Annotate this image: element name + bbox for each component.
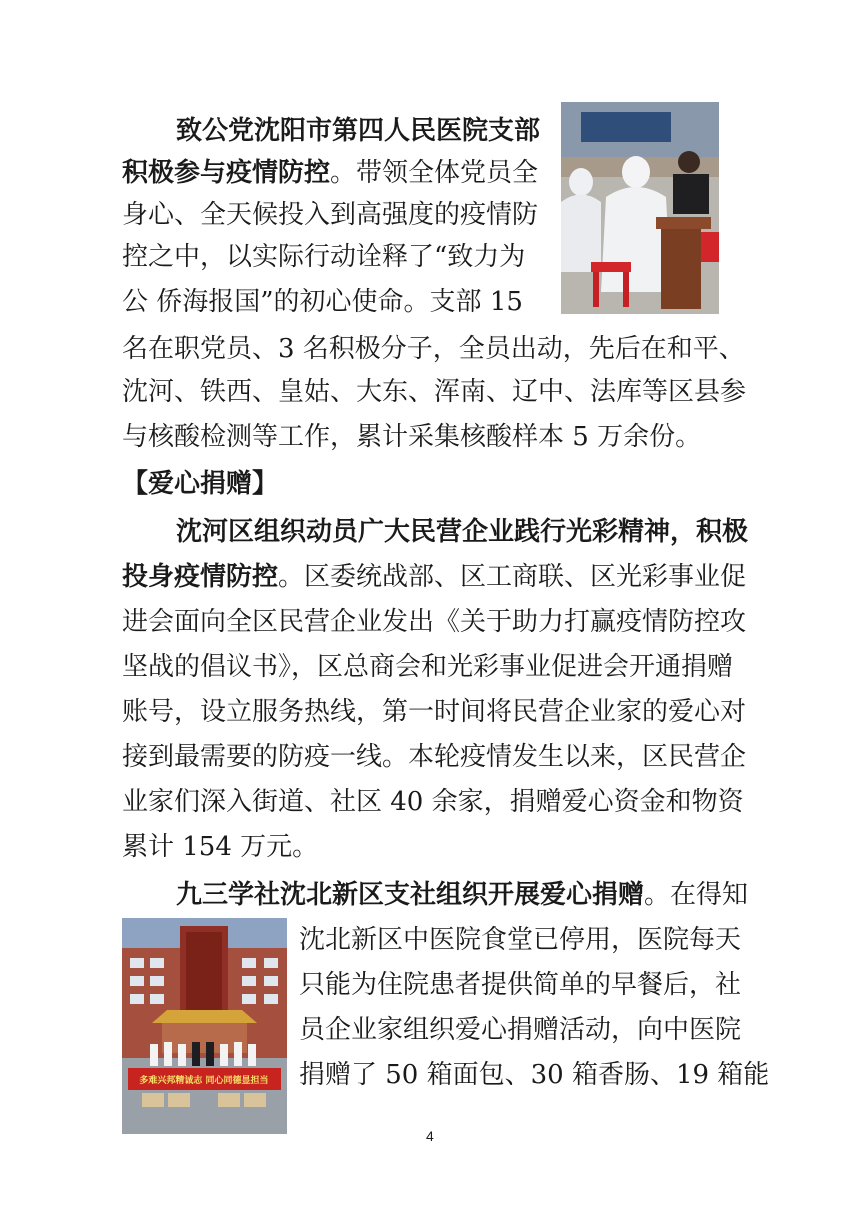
para2-heading: 沈河区组织动员广大民营企业践行光彩精神，积极 xyxy=(176,517,749,547)
para1-line-4: 控之中，以实际行动诠释了“致力为 xyxy=(122,242,526,272)
para1-line-1 xyxy=(176,112,540,150)
photo-nucleic-acid-test-image xyxy=(561,102,719,314)
para2-line-6: 接到最需要的防疫一线。本轮疫情发生以来，区民营企 xyxy=(122,742,747,772)
para2-line-1 xyxy=(176,513,748,551)
photo-banner-text: 多难兴邦精诚志 同心同德显担当 xyxy=(139,1076,269,1086)
para3-line-3: 只能为住院患者提供简单的早餐后，社 xyxy=(299,970,742,1000)
para3-line-2: 沈北新区中医院食堂已停用，医院每天 xyxy=(299,925,742,955)
photo-hospital-donation xyxy=(122,918,287,1134)
para1-line-6: 名在职党员、3 名积极分子，全员出动，先后在和平、 xyxy=(122,334,745,364)
section-heading: 【爱心捐赠】 xyxy=(122,469,279,499)
para1-line-8: 与核酸检测等工作，累计采集核酸样本 5 万余份。 xyxy=(122,422,702,452)
photo-hospital-donation-image xyxy=(122,918,287,1134)
para1-line-3: 身心、全天候投入到高强度的疫情防 xyxy=(122,200,539,230)
page-number: 4 xyxy=(426,1128,434,1144)
para2-line-2: 投身疫情防控。区委统战部、区工商联、区光彩事业促 xyxy=(122,562,747,592)
para3-line-5: 捐赠了 50 箱面包、30 箱香肠、19 箱能 xyxy=(299,1060,770,1090)
photo-nucleic-acid-test xyxy=(561,102,719,314)
para2-line-7: 业家们深入街道、社区 40 余家，捐赠爱心资金和物资 xyxy=(122,787,744,817)
para1-line-2: 积极参与疫情防控。带领全体党员全 xyxy=(122,158,539,188)
para3-heading: 九三学社沈北新区支社组织开展爱心捐赠 xyxy=(176,880,645,910)
para3-line-1: 九三学社沈北新区支社组织开展爱心捐赠。在得知 xyxy=(176,880,749,910)
para1-heading: 致公党沈阳市第四人民医院支部 xyxy=(176,116,541,146)
para1-line-7: 沈河、铁西、皇姑、大东、浑南、辽中、法库等区县参 xyxy=(122,377,747,407)
para3-line-4: 员企业家组织爱心捐赠活动，向中医院 xyxy=(299,1015,742,1045)
para2-line-8: 累计 154 万元。 xyxy=(122,832,319,862)
para2-line-4: 坚战的倡议书》，区总商会和光彩事业促进会开通捐赠 xyxy=(122,652,734,682)
para2-line-3: 进会面向全区民营企业发出《关于助力打赢疫情防控攻 xyxy=(122,607,747,637)
para2-line-5: 账号，设立服务热线，第一时间将民营企业家的爱心对 xyxy=(122,697,747,727)
para1-line-5: 公 侨海报国”的初心使命。支部 15 xyxy=(122,287,523,317)
